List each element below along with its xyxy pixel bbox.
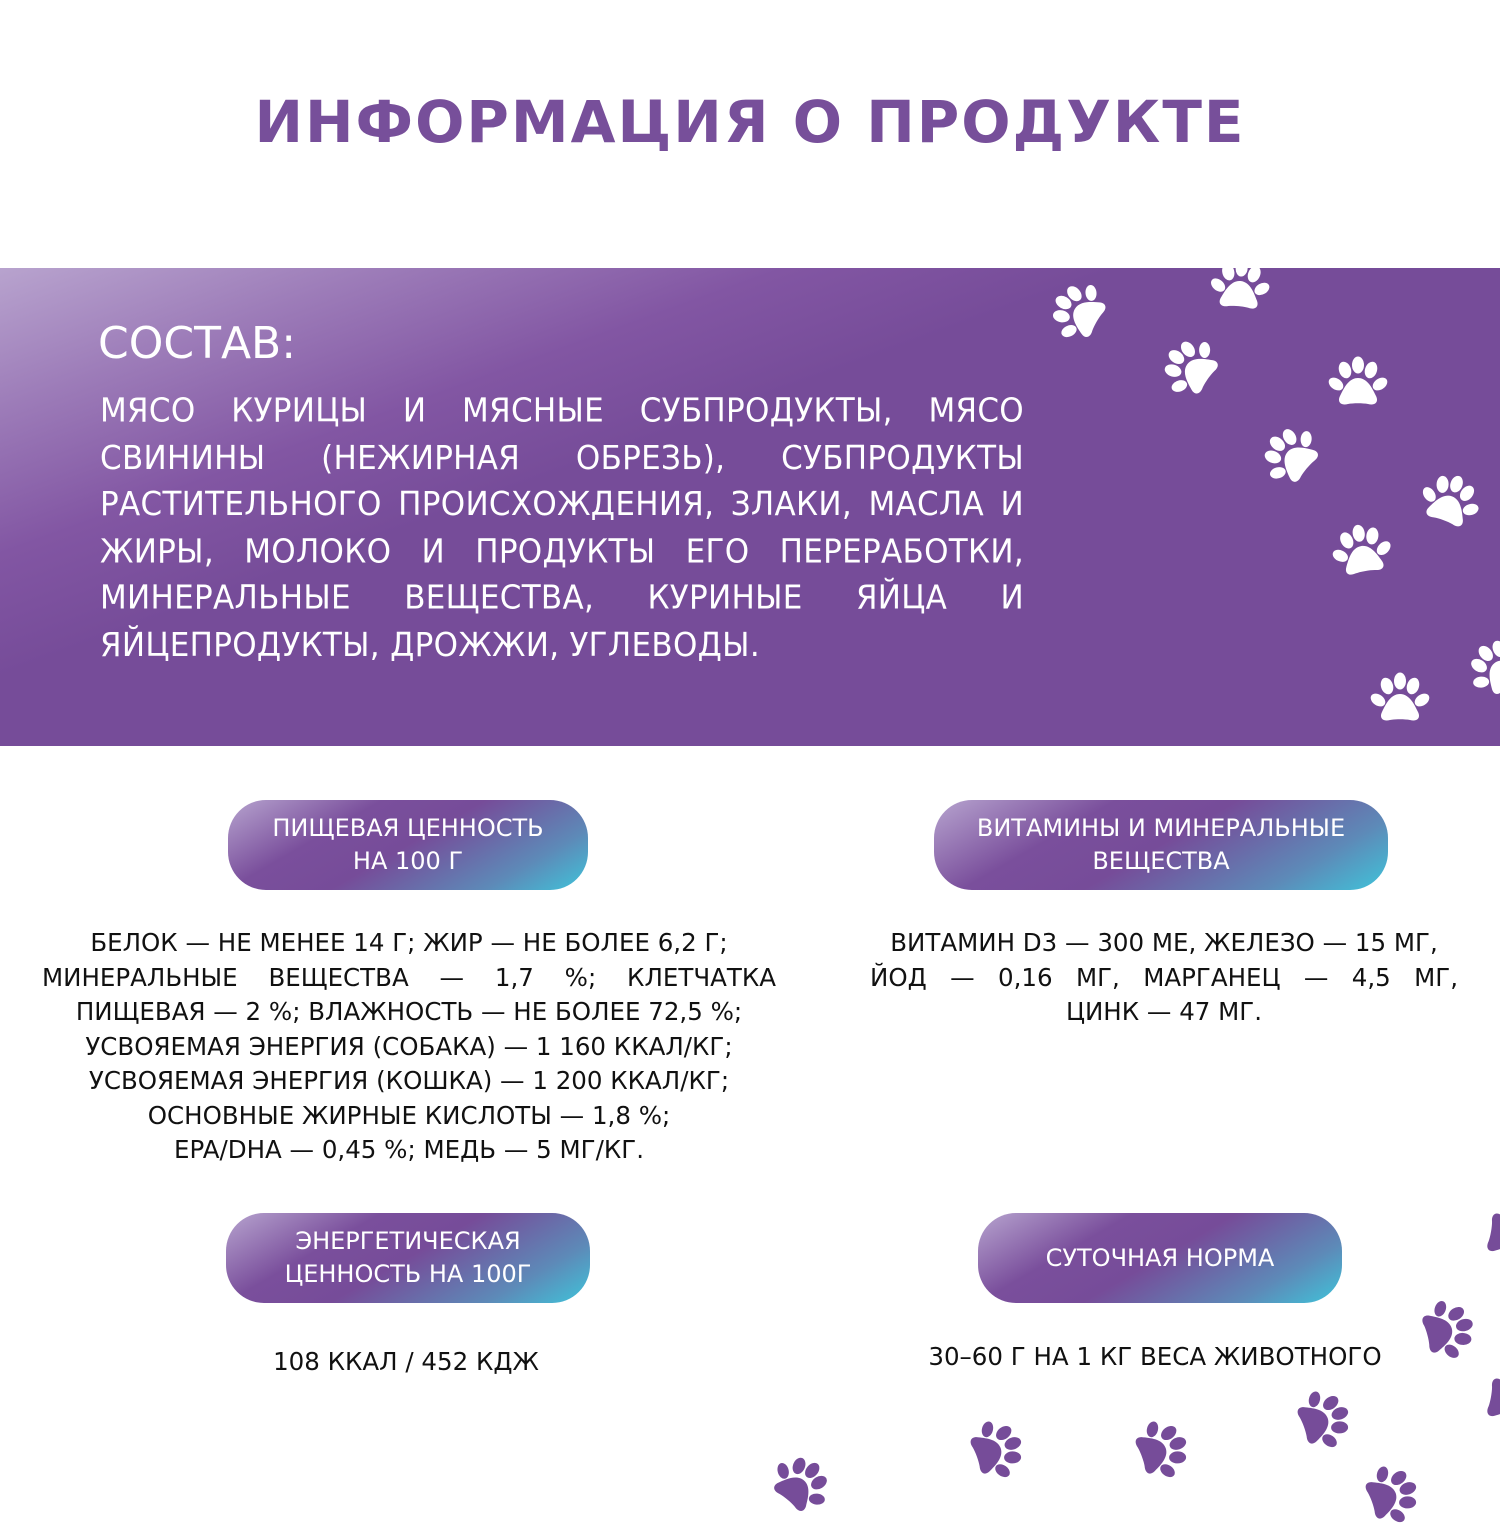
paw-print-icon xyxy=(1040,272,1120,352)
nutrition-text xyxy=(42,926,776,1168)
vitamins-label-line1: ВИТАМИНЫ И МИНЕРАЛЬНЫЕ xyxy=(976,814,1346,842)
paw-print-icon xyxy=(1152,328,1232,408)
nutrition-label-line2: НА 100 Г xyxy=(352,847,464,875)
nutrition-line: УСВОЯЕМАЯ ЭНЕРГИЯ (СОБАКА) — 1 160 ККАЛ/КГ; xyxy=(85,1031,733,1061)
energy-label-line1: ЭНЕРГЕТИЧЕСКАЯ xyxy=(295,1227,521,1255)
energy-value: 108 ККАЛ / 452 КДЖ xyxy=(273,1347,539,1376)
nutrition-line: ОСНОВНЫЕ ЖИРНЫЕ КИСЛОТЫ — 1,8 %; xyxy=(147,1100,671,1130)
paw-print-icon xyxy=(1350,1455,1430,1535)
nutrition-line: БЕЛОК — НЕ МЕНЕЕ 14 Г; ЖИР — НЕ БОЛЕЕ 6,2 Г; xyxy=(90,928,728,957)
paw-print-icon xyxy=(1322,512,1402,592)
paw-print-icon xyxy=(1360,660,1440,740)
nutrition-line: УСВОЯЕМАЯ ЭНЕРГИЯ (КОШКА) — 1 200 ККАЛ/КГ; xyxy=(88,1066,730,1095)
paw-print-icon xyxy=(1282,1380,1362,1460)
paw-print-icon xyxy=(955,1410,1035,1490)
energy-label-line2: ЦЕННОСТЬ НА 100Г xyxy=(284,1260,532,1288)
paw-print-icon xyxy=(1200,262,1280,322)
paw-print-icon xyxy=(1252,416,1332,496)
daily-norm-label xyxy=(978,1213,1342,1303)
energy-label xyxy=(226,1213,590,1303)
vitamins-line: ВИТАМИН D3 — 300 МЕ, ЖЕЛЕЗО — 15 МГ, xyxy=(890,928,1438,957)
composition-text: МЯСО КУРИЦЫ И МЯСНЫЕ СУБПРОДУКТЫ, МЯСО СВИНИНЫ (НЕЖИРНАЯ ОБРЕЗЬ), СУБПРОДУКТЫ РАСТИТЕЛЬНОГО ПРОИСХОЖДЕНИЯ, ЗЛАКИ, МАСЛА И ЖИРЫ, МОЛОКО И ПРОДУКТЫ ЕГО ПЕРЕРАБОТКИ, МИНЕРАЛЬНЫЕ ВЕЩЕСТВА, КУРИНЫЕ ЯЙЦА И ЯЙЦЕПРОДУКТЫ, ДРОЖЖИ, УГЛЕВОДЫ. xyxy=(100,392,1024,664)
paw-print-icon xyxy=(760,1445,840,1525)
paw-print-icon xyxy=(1406,1290,1486,1370)
daily-norm-value: 30–60 Г НА 1 КГ ВЕСА ЖИВОТНОГО xyxy=(928,1342,1382,1371)
paw-print-icon xyxy=(1470,1195,1500,1275)
vitamins-label xyxy=(934,800,1388,890)
nutrition-line: ПИЩЕВАЯ — 2 %; ВЛАЖНОСТЬ — НЕ БОЛЕЕ 72,5 %; xyxy=(75,997,743,1026)
paw-print-icon xyxy=(1120,1410,1200,1490)
composition-heading: СОСТАВ: xyxy=(98,318,297,369)
paw-print-icon xyxy=(1318,344,1398,424)
paw-print-icon xyxy=(1470,1360,1500,1440)
nutrition-line: МИНЕРАЛЬНЫЕ ВЕЩЕСТВА — 1,7 %; КЛЕТЧАТКА xyxy=(42,962,776,992)
nutrition-label xyxy=(228,800,588,890)
nutrition-line: EPA/DHA — 0,45 %; МЕДЬ — 5 МГ/КГ. xyxy=(174,1135,644,1164)
vitamins-line: ЦИНК — 47 МГ. xyxy=(1065,997,1263,1026)
vitamins-label-line2: ВЕЩЕСТВА xyxy=(1092,847,1230,875)
page-title: ИНФОРМАЦИЯ О ПРОДУКТЕ xyxy=(254,88,1246,156)
vitamins-line: ЙОД — 0,16 МГ, МАРГАНЕЦ — 4,5 МГ, xyxy=(870,962,1458,992)
paw-print-icon xyxy=(1410,462,1490,542)
daily-norm-label-text: СУТОЧНАЯ НОРМА xyxy=(1045,1243,1275,1272)
nutrition-label-line1: ПИЩЕВАЯ ЦЕННОСТЬ xyxy=(272,814,544,842)
vitamins-text xyxy=(870,926,1458,1030)
paw-print-icon xyxy=(1458,628,1500,708)
